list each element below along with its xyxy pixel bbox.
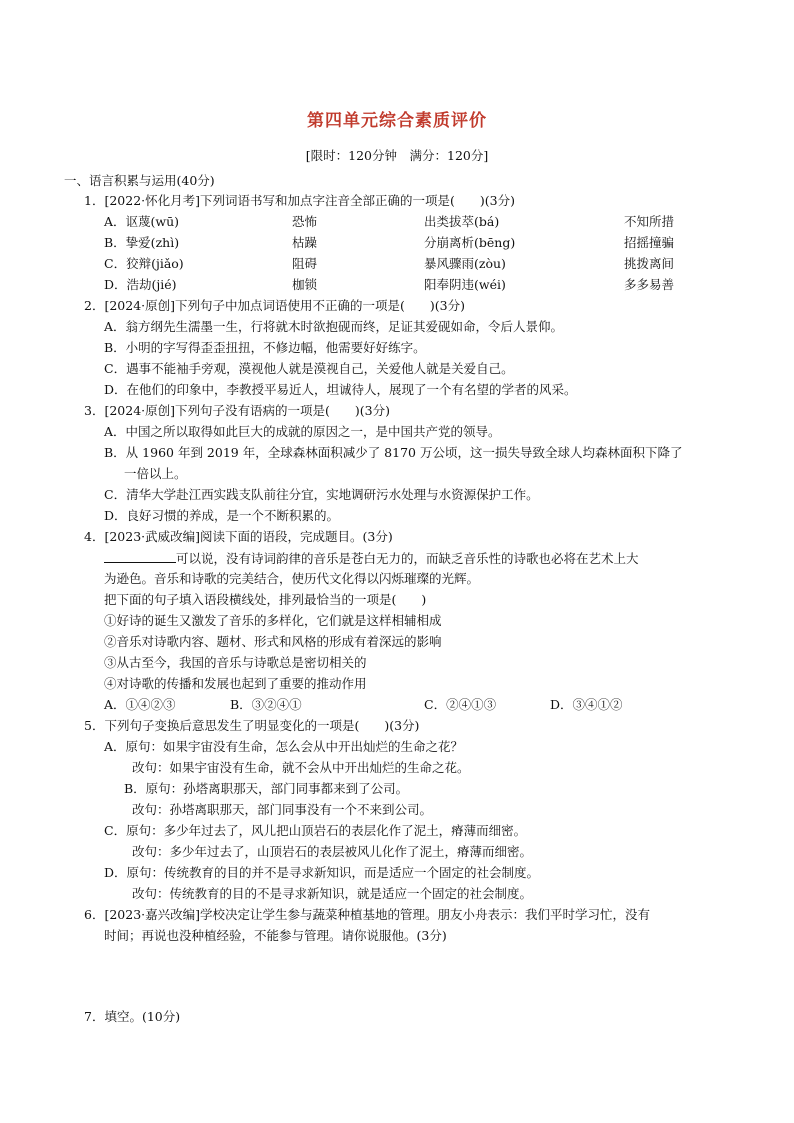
q1-a-4: 不知所措 — [624, 214, 675, 229]
q3-option-b-cont: 一倍以上。 — [124, 466, 187, 481]
q2-option-a: A．翁方纲先生濡墨一生，行将就木时欲抱砚而终，足证其爱砚如命，令后人景仰。 — [104, 319, 564, 334]
q1-a-1: A．讴蔑(wū) — [104, 214, 180, 229]
time-score-info: [限时：120分钟 满分：120分] — [305, 148, 489, 163]
q3-option-c: C．清华大学赴江西实践支队前往分宜，实地调研污水处理与水资源保护工作。 — [104, 487, 539, 502]
q5-b-revised: 改句：孙塔离职那天，部门同事没有一个不来到公司。 — [132, 802, 433, 817]
q5-c-revised: 改句：多少年过去了，山顶岩石的表层被风儿化作了泥土，瘠薄而细密。 — [132, 844, 533, 859]
q6-stem-line1: 6．[2023·嘉兴改编]学校决定让学生参与蔬菜种植基地的管理。朋友小舟表示：我们平时学习忙，没有 — [84, 907, 650, 922]
q4-option-d: D．③④①② — [550, 697, 623, 712]
q1-d-1: D．浩劫(jié) — [104, 277, 177, 292]
q4-sentence-1: ①好诗的诞生又激发了音乐的多样化，它们就是这样相辅相成 — [104, 613, 442, 628]
q2-option-d: D．在他们的印象中，李教授平易近人，坦诚待人，展现了一个有名望的学者的风采。 — [104, 382, 577, 397]
q4-option-a: A．①④②③ — [104, 697, 176, 712]
q6-answer-area[interactable] — [104, 950, 724, 1000]
q5-d-original: D．原句：传统教育的目的并不是寻求新知识，而是适应一个固定的社会制度。 — [104, 865, 540, 880]
q4-sentence-3: ③从古至今，我国的音乐与诗歌总是密切相关的 — [104, 655, 367, 670]
q1-b-3: 分崩离析(bēng) — [424, 235, 516, 250]
q5-c-original: C．原句：多少年过去了，风儿把山顶岩石的表层化作了泥土，瘠薄而细密。 — [104, 823, 527, 838]
q7-stem: 7．填空。(10分) — [84, 1009, 181, 1024]
q4-sentence-2: ②音乐对诗歌内容、题材、形式和风格的形成有着深远的影响 — [104, 634, 442, 649]
q1-a-2: 恐怖 — [292, 214, 318, 229]
q1-b-2: 枯躁 — [292, 235, 318, 250]
q2-option-b: B．小明的字写得歪歪扭扭，不修边幅，他需要好好练字。 — [104, 340, 426, 355]
q1-d-4: 多多易善 — [624, 277, 675, 292]
q1-b-4: 招摇撞骗 — [624, 235, 675, 250]
q3-option-a: A．中国之所以取得如此巨大的成就的原因之一，是中国共产党的领导。 — [104, 424, 501, 439]
q1-d-3: 阳奉阴违(wéi) — [424, 277, 506, 292]
q1-d-2: 枷锁 — [292, 277, 318, 292]
q4-passage-line1: 可以说，没有诗词韵律的音乐是苍白无力的，而缺乏音乐性的诗歌也必将在艺术上大 — [104, 550, 639, 567]
q1-a-3: 出类拔萃(bá) — [424, 214, 500, 229]
q4-stem: 4．[2023·武威改编]阅读下面的语段，完成题目。(3分) — [84, 529, 393, 544]
q1-b-1: B．挚爱(zhì) — [104, 235, 180, 250]
q5-b-original: B．原句：孙塔离职那天，部门同事都来到了公司。 — [124, 781, 409, 796]
q4-passage-line2: 为逊色。音乐和诗歌的完美结合，使历代文化得以闪烁璀璨的光辉。 — [104, 571, 480, 586]
q4-option-c: C．②④①③ — [424, 697, 497, 712]
q4-instruction: 把下面的句子填入语段横线处，排列最恰当的一项是( ) — [104, 592, 427, 607]
q1-c-1: C．狡辩(jiǎo) — [104, 256, 184, 271]
q5-stem: 5．下列句子变换后意思发生了明显变化的一项是( )(3分) — [84, 718, 420, 733]
q5-a-revised: 改句：如果宇宙没有生命，就不会从中开出灿烂的生命之花。 — [132, 760, 470, 775]
q3-option-d: D．良好习惯的养成，是一个不断积累的。 — [104, 508, 340, 523]
q2-option-c: C．遇事不能袖手旁观，漠视他人就是漠视自己，关爱他人就是关爱自己。 — [104, 361, 514, 376]
q4-option-b: B．③②④① — [230, 697, 302, 712]
q1-stem: 1．[2022·怀化月考]下列词语书写和加点字注音全部正确的一项是( )(3分) — [84, 193, 515, 208]
section-heading: 一、语言积累与运用(40分) — [64, 173, 215, 188]
q3-option-b: B．从 1960 年到 2019 年，全球森林面积减少了 8170 万公顷，这一损失导致全球人均森林面积下降了 — [104, 445, 683, 460]
q1-c-3: 暴风骤雨(zòu) — [424, 256, 506, 271]
q5-a-original: A．原句：如果宇宙没有生命，怎么会从中开出灿烂的生命之花？ — [104, 739, 464, 754]
page-title: 第四单元综合素质评价 — [307, 111, 487, 131]
q1-c-4: 挑拨离间 — [624, 256, 675, 271]
q3-stem: 3．[2024·原创]下列句子没有语病的一项是( )(3分) — [84, 403, 390, 418]
q4-sentence-4: ④对诗歌的传播和发展也起到了重要的推动作用 — [104, 676, 367, 691]
q5-d-revised: 改句：传统教育的目的不是寻求新知识，就是适应一个固定的社会制度。 — [132, 886, 533, 901]
q2-stem: 2．[2024·原创]下列句子中加点词语使用不正确的一项是( )(3分) — [84, 298, 465, 313]
q6-stem-line2: 时间；再说也没种植经验，不能参与管理。请你说服他。(3分) — [104, 928, 447, 943]
q1-c-2: 阻碍 — [292, 256, 318, 271]
fill-blank[interactable] — [104, 550, 176, 563]
